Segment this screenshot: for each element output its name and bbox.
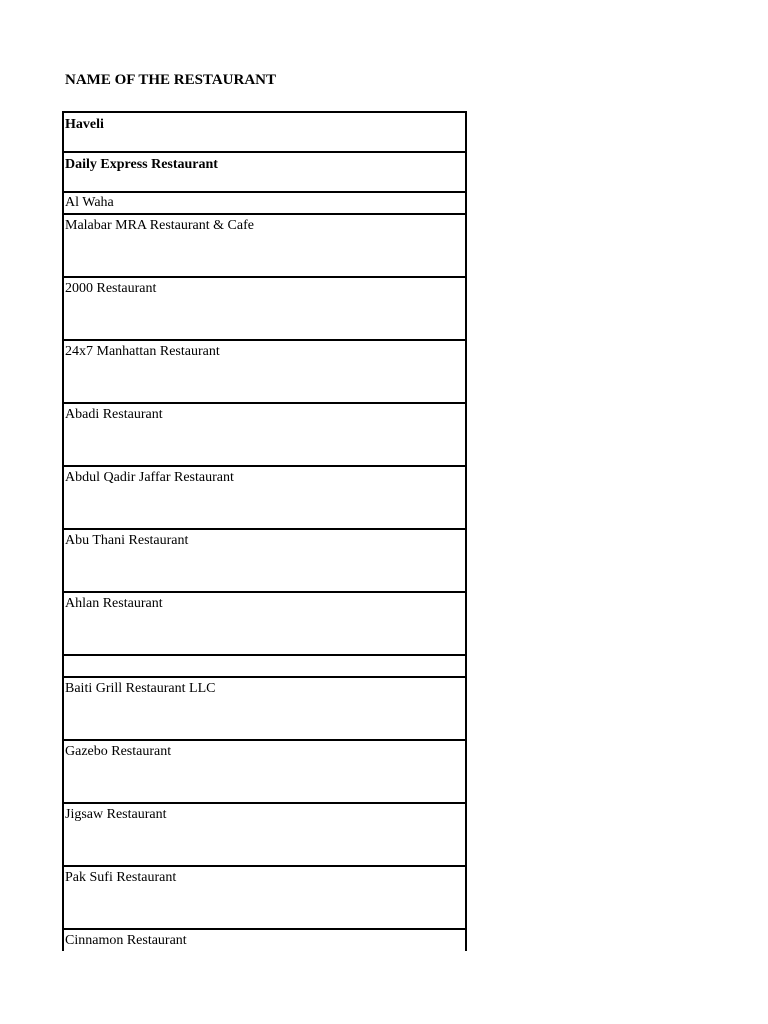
page-title: NAME OF THE RESTAURANT — [65, 72, 276, 88]
table-row: 24x7 Manhattan Restaurant — [62, 341, 467, 404]
table-row: Jigsaw Restaurant — [62, 804, 467, 867]
table-row: Abdul Qadir Jaffar Restaurant — [62, 467, 467, 530]
table-row — [62, 656, 467, 678]
table-row: Pak Sufi Restaurant — [62, 867, 467, 930]
table-row: Malabar MRA Restaurant & Cafe — [62, 215, 467, 278]
table-row: Daily Express Restaurant — [62, 153, 467, 193]
table-row: Al Waha — [62, 193, 467, 215]
table-row: Haveli — [62, 113, 467, 153]
table-row: Abadi Restaurant — [62, 404, 467, 467]
table-row: Ahlan Restaurant — [62, 593, 467, 656]
table-row: Cinnamon Restaurant — [62, 930, 467, 951]
restaurant-table — [62, 111, 467, 951]
table-row: 2000 Restaurant — [62, 278, 467, 341]
table-row: Gazebo Restaurant — [62, 741, 467, 804]
table-row: Baiti Grill Restaurant LLC — [62, 678, 467, 741]
table-row: Abu Thani Restaurant — [62, 530, 467, 593]
